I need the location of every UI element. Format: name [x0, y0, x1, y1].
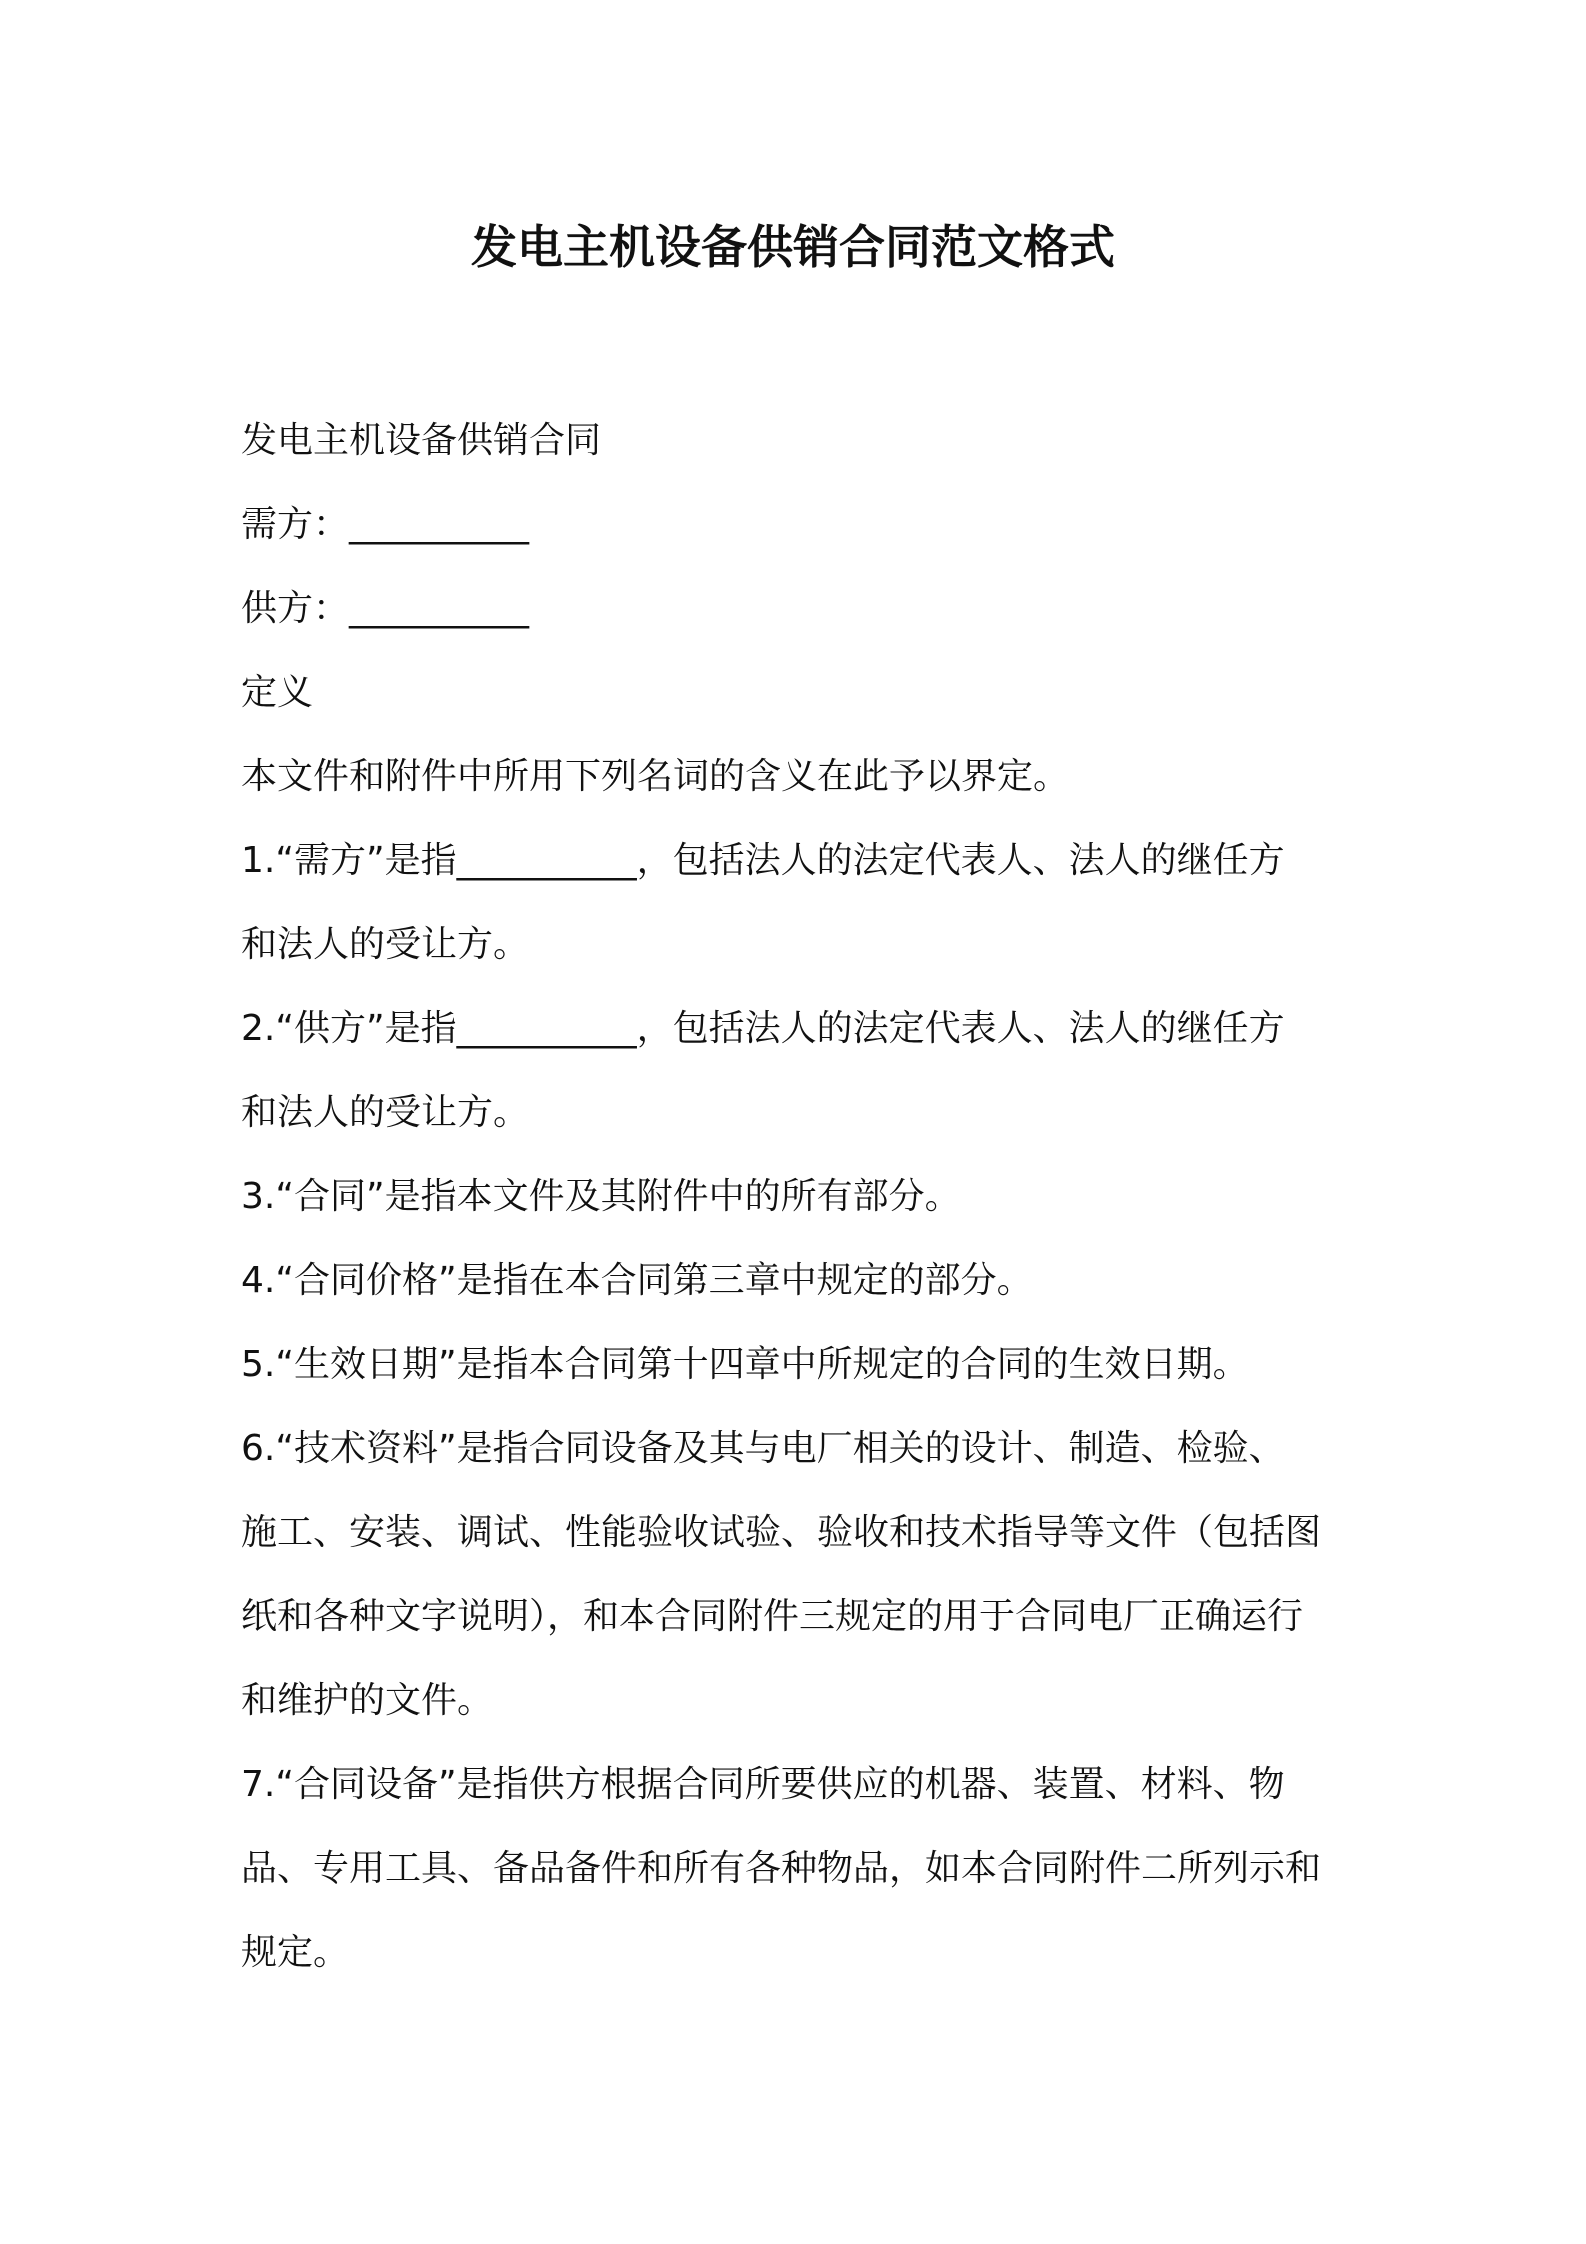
clause-2-line-1: 2.“供方”是指__________，包括法人的法定代表人、法人的继任方: [241, 1008, 1285, 1049]
clause-1-line-2: 和法人的受让方。: [241, 924, 530, 965]
clause-6-line-1: 6.“技术资料”是指合同设备及其与电厂相关的设计、制造、检验、: [241, 1428, 1285, 1469]
clause-3: 3.“合同”是指本文件及其附件中的所有部分。: [241, 1176, 961, 1217]
supplier-line: 供方：__________: [241, 588, 530, 629]
clause-7-line-2: 品、专用工具、备品备件和所有各种物品，如本合同附件二所列示和: [241, 1848, 1322, 1889]
clause-6-line-4: 和维护的文件。: [241, 1680, 494, 1721]
definitions-heading: 定义: [241, 672, 314, 713]
clause-7-line-1: 7.“合同设备”是指供方根据合同所要供应的机器、装置、材料、物: [241, 1764, 1285, 1805]
clause-7-line-3: 规定。: [241, 1932, 350, 1973]
subtitle-line: 发电主机设备供销合同: [241, 420, 602, 461]
clause-1-line-1: 1.“需方”是指__________，包括法人的法定代表人、法人的继任方: [241, 840, 1285, 881]
clause-6-line-3: 纸和各种文字说明），和本合同附件三规定的用于合同电厂正确运行: [241, 1596, 1304, 1637]
buyer-line: 需方：__________: [241, 504, 530, 545]
clause-2-line-2: 和法人的受让方。: [241, 1092, 530, 1133]
document-title: 发电主机设备供销合同范文格式: [471, 220, 1115, 274]
clause-5: 5.“生效日期”是指本合同第十四章中所规定的合同的生效日期。: [241, 1344, 1249, 1385]
definitions-intro: 本文件和附件中所用下列名词的含义在此予以界定。: [241, 756, 1070, 797]
clause-6-line-2: 施工、安装、调试、性能验收试验、验收和技术指导等文件（包括图: [241, 1512, 1322, 1553]
clause-4: 4.“合同价格”是指在本合同第三章中规定的部分。: [241, 1260, 1033, 1301]
document-body: [241, 399, 1359, 1995]
